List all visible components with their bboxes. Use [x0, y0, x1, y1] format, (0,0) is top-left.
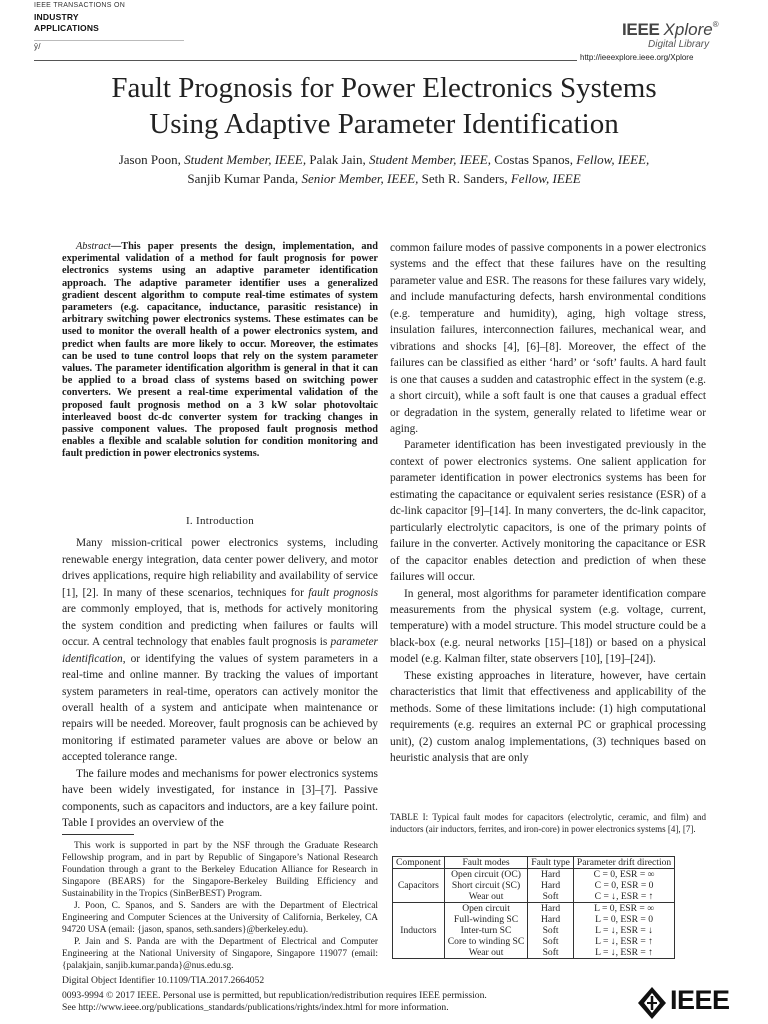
- author-role: Fellow, IEEE: [510, 171, 581, 186]
- journal-line3: APPLICATIONS: [34, 23, 100, 33]
- table-cell: Soft: [528, 891, 574, 903]
- author-role: Student Member, IEEE,: [184, 152, 310, 167]
- footnotes: [62, 840, 378, 972]
- author-role: Fellow, IEEE,: [576, 152, 650, 167]
- abstract: [62, 241, 378, 461]
- right-column: [390, 240, 706, 767]
- copyright-line: 0093-9994 © 2017 IEEE. Personal use is permitted, but republication/redistribution requires IEEE permission.: [62, 990, 487, 1001]
- table-cell: Soft: [528, 936, 574, 947]
- ieee-xplore-logo[interactable]: [622, 20, 719, 40]
- footnote-rule: [62, 834, 134, 835]
- author-name: Sanjib Kumar Panda,: [187, 171, 302, 186]
- table-cell: L = 0, ESR = ∞: [573, 903, 674, 915]
- abstract-dash: —: [110, 241, 122, 252]
- authors-line1: [0, 150, 768, 169]
- author-name: Jason Poon,: [118, 152, 185, 167]
- author-name: Costas Spanos,: [494, 152, 577, 167]
- fault-table: [392, 856, 675, 959]
- header-rule: [34, 60, 577, 61]
- table-cell: Hard: [528, 914, 574, 925]
- authors-line2: [0, 169, 768, 188]
- table-cell: Full-winding SC: [444, 914, 528, 925]
- author-role: Student Member, IEEE,: [368, 152, 495, 167]
- journal-line1: IEEE TRANSACTIONS ON: [34, 2, 126, 9]
- table-cell: Hard: [528, 903, 574, 915]
- ieee-logo-text: IEEE: [670, 985, 730, 1015]
- ieee-diamond-icon: [637, 986, 667, 1020]
- table-row: [393, 903, 675, 915]
- author-name: Palak Jain,: [309, 152, 369, 167]
- title-line2: Using Adaptive Parameter Identification: [149, 108, 619, 140]
- table-cell: L = 0, ESR = 0: [573, 914, 674, 925]
- footnote-affiliation-berkeley: J. Poon, C. Spanos, and S. Sanders are with the Department of Electrical Engineering and Computer Sciences at the University of California, Berkeley, CA 94720 USA (email: {jason, spanos, seth.sanders}@berkeley.edu).: [62, 901, 378, 935]
- doi-line: Digital Object Identifier 10.1109/TIA.2017.2664052: [62, 975, 265, 986]
- table-cell: Core to winding SC: [444, 936, 528, 947]
- table-component-cell: Capacitors: [393, 869, 445, 903]
- table-header-cell: Fault modes: [444, 857, 528, 869]
- table-cell: Hard: [528, 880, 574, 891]
- table-header-row: [393, 857, 675, 869]
- table-cell: Hard: [528, 869, 574, 881]
- table-row: [393, 869, 675, 881]
- table-cell: Soft: [528, 925, 574, 936]
- table-cell: L = ↓, ESR = ↓: [573, 925, 674, 936]
- term-fault-prognosis: fault prognosis: [308, 586, 379, 599]
- journal-line2: INDUSTRY: [34, 12, 79, 22]
- table-header-cell: Component: [393, 857, 445, 869]
- section-heading: I. Introduction: [185, 515, 255, 527]
- table-cell: L = ↓, ESR = ↑: [573, 936, 674, 947]
- author-list: [0, 150, 768, 188]
- term-parameter-identification: parameter identification: [62, 636, 378, 665]
- table-cell: C = ↓, ESR = ↑: [573, 891, 674, 903]
- table-header-cell: Fault type: [528, 857, 574, 869]
- table-cell: Open circuit (OC): [444, 869, 528, 881]
- table-cell: Short circuit (SC): [444, 880, 528, 891]
- right-paragraph-3: In general, most algorithms for parameter identification compare measurements from the physical system (e.g. voltage, current, temperature) with a model structure. This model structure could be a black-box (e.g. neural networks [15]–[18]) or based on a physical model (e.g. Kalman filter, state observers [10], [19]–[24]).: [390, 587, 706, 666]
- table-cell: C = 0, ESR = ∞: [573, 869, 674, 881]
- table-cell: Open circuit: [444, 903, 528, 915]
- table-caption: TABLE I: Typical fault modes for capacitors (electrolytic, ceramic, and film) and inductors (air inductors, ferrites, and iron-core) in power electronics systems [4], [7].: [390, 812, 706, 834]
- author-role: Senior Member, IEEE,: [301, 171, 422, 186]
- right-paragraph-2: Parameter identification has been investigated previously in the context of power electronics systems. One salient application for parameter identification in power electronics systems has been for estimating the capacitance or equivalent series resistance (ESR) of a dc-link capacitor [9]–[14]. In many converters, the dc-link capacitor, particularly electrolytic capacitors, is one of the primary points of failure in the converter. Actively monitoring the capacitance or ESR of the capacitor enables detection and prediction of when these failures will occur.: [390, 439, 706, 584]
- xplore-ieee-text: IEEE: [622, 20, 660, 39]
- table-cell: Wear out: [444, 947, 528, 959]
- table-cell: Wear out: [444, 891, 528, 903]
- table-cell: L = ↓, ESR = ↑: [573, 947, 674, 959]
- journal-mark: ȳ/: [34, 42, 41, 51]
- abstract-label: Abstract: [76, 241, 111, 252]
- xplore-name-text: Xplore: [663, 20, 713, 39]
- table-header-cell: Parameter drift direction: [573, 857, 674, 869]
- introduction: [62, 513, 378, 832]
- author-name: Seth R. Sanders,: [421, 171, 511, 186]
- paper-title: [0, 70, 768, 142]
- journal-subline: [34, 35, 184, 41]
- footnote-affiliation-nus: P. Jain and S. Panda are with the Department of Electrical and Computer Engineering at the National University of Singapore, Singapore 119077 (email: {palakjain, sanjib.kumar.panda}@nus.edu.sg.: [62, 937, 378, 971]
- right-paragraph-1: common failure modes of passive components in a power electronics systems and the effect that these failures have on the resulting parameter value and ESR. The reasons for these failures vary widely, and include manufacturing defects, harsh environmental conditions (e.g. temperature and humidity), aging, high voltage stress, insulation failures, interconnection failures, mechanical wear, and vibrations and shocks [4], [6]–[8]. Moreover, the effect of the failures can be classified as either ‘hard’ or ‘soft’ faults. A hard fault is one that causes a sudden and catastrophic effect in the system (e.g. a short circuit), while a soft fault is one that causes a gradual effect or degradation in the system, generally related to lifetime wear or aging.: [390, 242, 706, 435]
- table-component-cell: Inductors: [393, 903, 445, 959]
- table-cell: Soft: [528, 947, 574, 959]
- intro-paragraph-1: Many mission-critical power electronics systems, including renewable energy integration, data center power delivery, and motor drives applications, require high reliability and availability of service [1], [2]. In many of these scenarios, techniques for fault prognosis are commonly employed, that is, methods for actively monitoring the system condition and predicting when failures or faults will occur. A central technology that enables fault prognosis is parameter identification, or identifying the values of system parameters in a real-time and online manner. By tracking the values of important system parameters in real-time, operators can actively monitor the overall health of a system and anticipate when maintenance or repairs will be needed. Moreover, fault prognosis can be achieved by monitoring if estimated parameter values are above or below an accepted tolerance range.: [62, 537, 379, 764]
- xplore-url[interactable]: http://ieeexplore.ieee.org/Xplore: [580, 53, 694, 62]
- right-paragraph-4: These existing approaches in literature, however, have certain characteristics that limit that effectiveness and applicability of the methods. Some of these limitations include: (1) high computational requirements (e.g. requires an external PC or graphical processing unit), (2) custom analog implementations, (3) techniques based on heuristic analysis that are only: [390, 669, 706, 765]
- left-column: [62, 241, 378, 461]
- table-cell: Inter-turn SC: [444, 925, 528, 936]
- abstract-text: This paper presents the design, implementation, and experimental validation of a method for fault prognosis for power electronics systems using an adaptive parameter identification approach. The adaptive parameter identifier uses a generalized gradient descent algorithm to compute real-time estimates of system parameters (e.g. capacitance, inductance, parasitic resistance) in arbitrary switching power electronics systems. These estimates can be used to monitor the overall health of a power electronics system, and predict when faults are more likely to occur. Moreover, the estimates can be used to tune control loops that rely on the system parameter values. The parameter identification algorithm is general in that it can be applied to a broad class of systems based on switching power converters. We present a real-time experimental validation of the proposed fault prognosis method on a 3 kW solar photovoltaic interleaved boost dc-dc converter system for tracking changes in passive component values. The proposed fault prognosis method enables a flexible and scalable solution for condition monitoring and fault prediction in power electronics systems.: [62, 241, 378, 460]
- rights-url-line[interactable]: See http://www.ieee.org/publications_standards/publications/rights/index.html for more information.: [62, 1002, 449, 1013]
- fault-modes-table: [392, 856, 675, 959]
- intro-paragraph-2: The failure modes and mechanisms for power electronics systems have been widely investigated, for instance in [3]–[7]. Passive components, such as capacitors and inductors, are a key failure point. Table I provides an overview of the: [62, 767, 378, 830]
- table-cell: C = 0, ESR = 0: [573, 880, 674, 891]
- ieee-logo: [637, 985, 745, 1021]
- xplore-subtitle: Digital Library: [648, 39, 710, 50]
- title-line1: Fault Prognosis for Power Electronics Systems: [111, 72, 657, 104]
- footnote-funding: This work is supported in part by the NSF through the Graduate Research Fellowship program, and in part by Republic of Singapore’s National Research Foundation through a grant to the Berkeley Education Alliance for Research in Singapore (BEARS) for the Singapore-Berkeley Building Efficiency and Sustainability in the Tropics (SinBerBEST) Program.: [62, 841, 378, 899]
- xplore-reg: ®: [712, 20, 719, 29]
